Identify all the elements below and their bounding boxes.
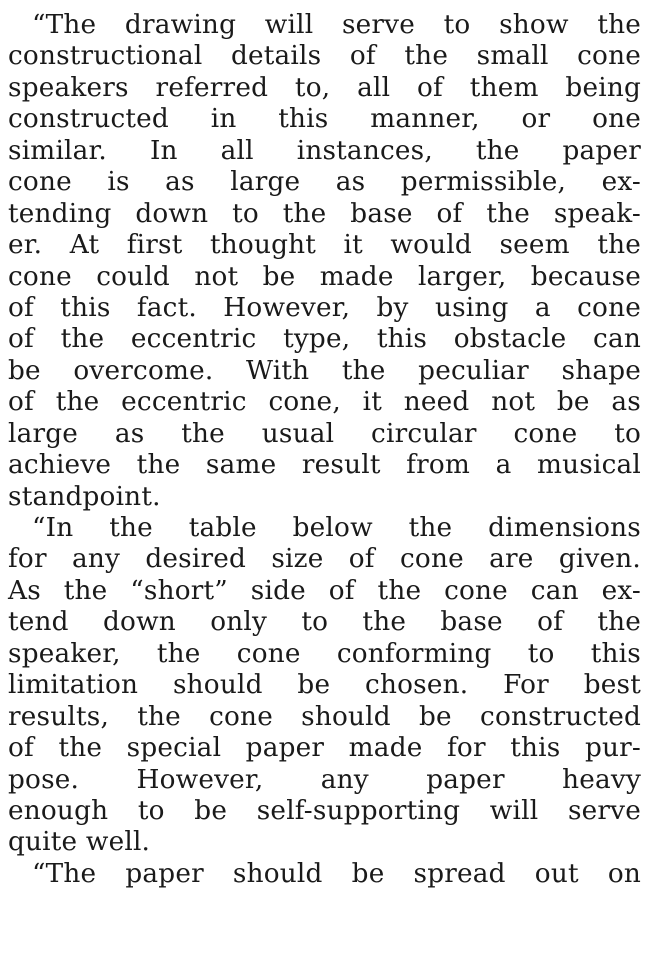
paragraph-3	[8, 859, 641, 890]
text-line: constructional details of the small cone	[8, 41, 641, 72]
text-line: constructed in this manner, or one	[8, 104, 641, 135]
text-line: cone could not be made larger, because	[8, 261, 641, 292]
article-column	[8, 10, 641, 890]
text-line: speaker, the cone conforming to this	[8, 638, 641, 669]
text-line: large as the usual circular cone to	[8, 418, 641, 449]
paragraph-1	[8, 10, 641, 513]
text-line: of this fact. However, by using a cone	[8, 292, 641, 323]
text-line: be overcome. With the peculiar shape	[8, 355, 641, 386]
text-line: enough to be self-supporting will serve	[8, 795, 641, 826]
text-line: results, the cone should be constructed	[8, 701, 641, 732]
text-line: “The paper should be spread out on	[32, 858, 641, 889]
text-line: “The drawing will serve to show the	[32, 10, 641, 40]
text-line: of the eccentric cone, it need not be as	[8, 387, 641, 418]
text-line: standpoint.	[8, 481, 161, 512]
text-line: of the special paper made for this pur-	[8, 733, 641, 764]
text-line: As the “short” side of the cone can ex-	[8, 575, 641, 606]
text-line: achieve the same result from a musical	[8, 450, 641, 481]
text-line: for any desired size of cone are given.	[8, 544, 641, 575]
text-line: er. At first thought it would seem the	[8, 230, 641, 261]
text-line: tending down to the base of the speak-	[8, 198, 641, 229]
text-line: pose. However, any paper heavy	[8, 764, 641, 795]
text-line: cone is as large as permissible, ex-	[8, 167, 641, 198]
text-line: quite well.	[8, 827, 151, 858]
text-line: similar. In all instances, the paper	[8, 135, 641, 166]
text-line: tend down only to the base of the	[8, 607, 641, 638]
text-line: “In the table below the dimensions	[32, 513, 641, 543]
text-line: of the eccentric type, this obstacle can	[8, 324, 641, 355]
paragraph-2	[8, 513, 641, 859]
text-line: limitation should be chosen. For best	[8, 670, 641, 701]
text-line: speakers referred to, all of them being	[8, 72, 641, 103]
